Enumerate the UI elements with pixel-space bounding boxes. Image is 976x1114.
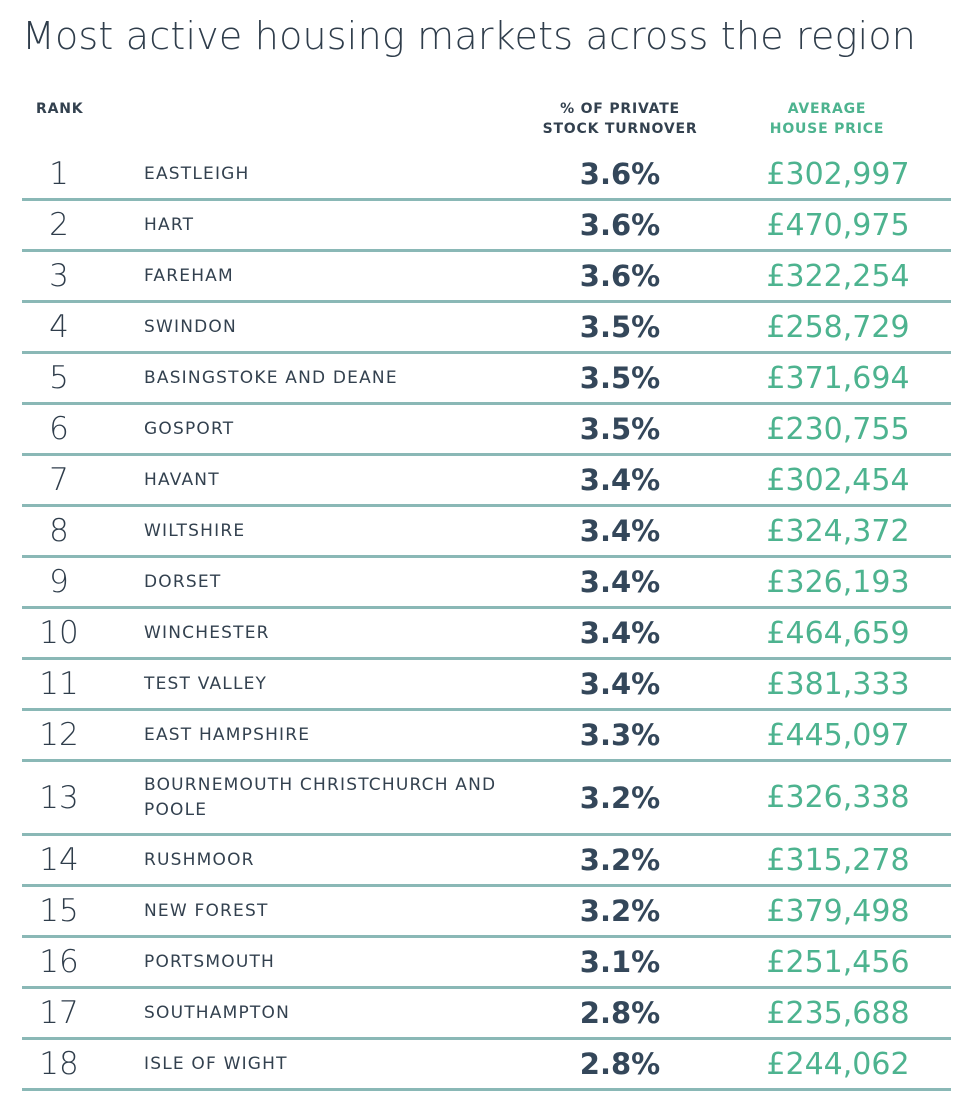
table-row: [22, 507, 951, 558]
price-cell: £244,062: [766, 1046, 910, 1082]
housing-markets-table: [22, 150, 951, 1091]
turnover-cell: 3.6%: [579, 208, 661, 242]
rank-cell: 12: [39, 717, 79, 753]
table-row: [22, 303, 951, 354]
area-name-cell: EAST HAMPSHIRE: [144, 724, 311, 745]
price-cell: £326,193: [766, 564, 910, 600]
rank-cell: 7: [49, 462, 69, 498]
turnover-cell: 3.5%: [579, 361, 661, 395]
price-cell: £315,278: [766, 842, 910, 878]
rank-cell: 6: [49, 411, 69, 447]
price-cell: £302,454: [766, 462, 910, 498]
price-header-line-2: HOUSE PRICE: [769, 121, 885, 137]
turnover-cell: 3.1%: [579, 945, 661, 979]
rank-cell: 10: [39, 615, 79, 651]
rank-cell: 13: [39, 779, 79, 816]
price-cell: £258,729: [766, 309, 910, 345]
price-cell: £381,333: [766, 666, 910, 702]
price-cell: £326,338: [766, 780, 910, 815]
rank-column-header: RANK: [36, 101, 84, 117]
price-cell: £464,659: [766, 615, 910, 651]
price-cell: £445,097: [766, 717, 910, 753]
table-row: [22, 456, 951, 507]
turnover-cell: 2.8%: [579, 1047, 661, 1081]
area-name-cell: ISLE OF WIGHT: [144, 1053, 288, 1074]
rank-cell: 11: [39, 666, 79, 702]
table-row: [22, 1040, 951, 1091]
table-row: [22, 252, 951, 303]
turnover-cell: 3.4%: [579, 463, 661, 497]
area-name-cell: NEW FOREST: [144, 900, 269, 921]
rank-cell: 1: [49, 156, 69, 192]
rank-cell: 18: [39, 1046, 79, 1082]
turnover-cell: 3.5%: [579, 412, 661, 446]
price-header-line-1: AVERAGE: [787, 101, 867, 117]
turnover-header-line-2: STOCK TURNOVER: [542, 121, 698, 137]
price-cell: £379,498: [766, 893, 910, 929]
rank-cell: 2: [49, 207, 69, 243]
turnover-cell: 3.3%: [579, 718, 661, 752]
area-name-cell: WILTSHIRE: [144, 520, 246, 541]
table-row: [22, 609, 951, 660]
turnover-cell: 3.2%: [579, 894, 661, 928]
price-cell: £322,254: [766, 258, 910, 294]
table-row: [22, 354, 951, 405]
turnover-cell: 3.4%: [579, 565, 661, 599]
area-name-cell: SOUTHAMPTON: [144, 1002, 291, 1023]
table-row: [22, 836, 951, 887]
area-name-cell: BOURNEMOUTH CHRISTCHURCH AND POOLE: [144, 774, 497, 820]
table-row: [22, 201, 951, 252]
rank-cell: 5: [49, 360, 69, 396]
turnover-cell: 3.4%: [579, 616, 661, 650]
turnover-cell: 3.4%: [579, 514, 661, 548]
rank-cell: 15: [39, 893, 79, 929]
area-name-cell: EASTLEIGH: [144, 163, 250, 184]
rank-cell: 9: [49, 564, 69, 600]
table-row: [22, 405, 951, 456]
price-column-header: [760, 99, 894, 139]
area-name-cell: DORSET: [144, 571, 222, 592]
table-row: [22, 762, 951, 836]
price-cell: £324,372: [766, 513, 910, 549]
turnover-header-line-1: % OF PRIVATE: [560, 101, 680, 117]
area-name-cell: PORTSMOUTH: [144, 951, 276, 972]
area-name-cell: SWINDON: [144, 316, 237, 337]
area-name-cell: BASINGSTOKE AND DEANE: [144, 367, 398, 388]
price-cell: £371,694: [766, 360, 910, 396]
turnover-cell: 2.8%: [579, 996, 661, 1030]
turnover-cell: 3.4%: [579, 667, 661, 701]
price-cell: £302,997: [766, 156, 910, 192]
price-cell: £470,975: [766, 207, 910, 243]
table-row: [22, 887, 951, 938]
price-cell: £235,688: [766, 995, 910, 1031]
turnover-column-header: [532, 99, 708, 139]
area-name-cell: HART: [144, 214, 195, 235]
price-cell: £230,755: [766, 411, 910, 447]
rank-cell: 3: [49, 258, 69, 294]
area-name-cell: HAVANT: [144, 469, 220, 490]
rank-cell: 8: [49, 513, 69, 549]
rank-cell: 4: [49, 309, 69, 345]
area-name-cell: WINCHESTER: [144, 622, 270, 643]
table-row: [22, 711, 951, 762]
turnover-cell: 3.5%: [579, 310, 661, 344]
rank-cell: 17: [39, 995, 79, 1031]
rank-cell: 16: [39, 944, 79, 980]
area-name-cell: TEST VALLEY: [144, 673, 268, 694]
rank-cell: 14: [39, 842, 79, 878]
table-row: [22, 989, 951, 1040]
turnover-cell: 3.2%: [579, 780, 661, 815]
table-row: [22, 558, 951, 609]
table-row: [22, 660, 951, 711]
table-row: [22, 938, 951, 989]
price-cell: £251,456: [766, 944, 910, 980]
table-row: [22, 150, 951, 201]
area-name-cell: RUSHMOOR: [144, 849, 255, 870]
area-name-cell: GOSPORT: [144, 418, 235, 439]
page-title: Most active housing markets across the region: [22, 14, 917, 58]
turnover-cell: 3.2%: [579, 843, 661, 877]
turnover-cell: 3.6%: [579, 157, 661, 191]
area-name-cell: FAREHAM: [144, 265, 234, 286]
turnover-cell: 3.6%: [579, 259, 661, 293]
